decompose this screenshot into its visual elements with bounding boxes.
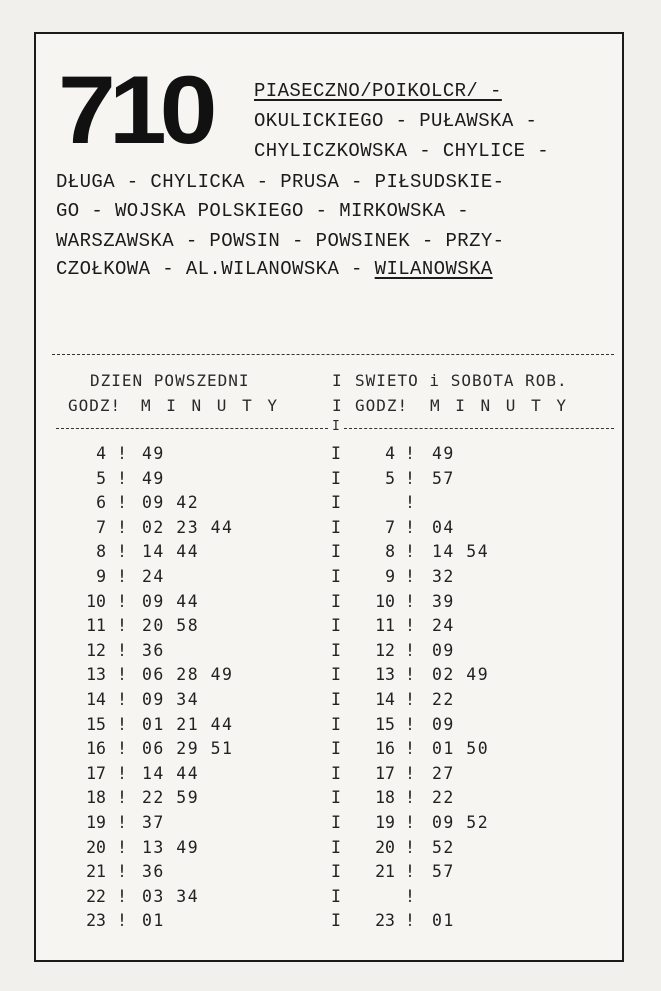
holiday-hour: 21 [375, 862, 395, 881]
weekday-hour: 11 [86, 616, 106, 635]
weekday-separator: ! [117, 788, 127, 807]
holiday-minutes: 22 [432, 788, 455, 807]
route-line-7: CZOŁKOWA - AL.WILANOWSKA - WILANOWSKA [56, 258, 493, 280]
column-divider: I [331, 739, 341, 758]
holiday-minutes-label: M I N U T Y [430, 396, 569, 415]
weekday-hour: 23 [86, 911, 106, 930]
holiday-hour: 13 [375, 665, 395, 684]
holiday-minutes: 24 [432, 616, 455, 635]
holiday-separator: ! [405, 665, 415, 684]
weekday-hour: 10 [86, 592, 106, 611]
route-line-4: DŁUGA - CHYLICKA - PRUSA - PIŁSUDSKIE- [56, 171, 505, 193]
holiday-separator: ! [405, 592, 415, 611]
holiday-separator: ! [405, 567, 415, 586]
weekday-separator: ! [117, 641, 127, 660]
column-divider: I [331, 616, 341, 635]
holiday-separator: ! [405, 788, 415, 807]
holiday-separator: ! [405, 715, 415, 734]
header-divider-1: I [332, 371, 343, 390]
weekday-separator: ! [117, 518, 127, 537]
weekday-minutes: 09 42 [142, 493, 200, 512]
route-line-6: WARSZAWSKA - POWSIN - POWSINEK - PRZY- [56, 230, 505, 252]
holiday-separator: ! [405, 813, 415, 832]
weekday-separator: ! [117, 665, 127, 684]
weekday-minutes: 36 [142, 862, 165, 881]
holiday-minutes: 57 [432, 469, 455, 488]
holiday-separator: ! [405, 887, 415, 906]
weekday-minutes: 14 44 [142, 764, 200, 783]
weekday-minutes: 13 49 [142, 838, 200, 857]
column-divider: I [331, 542, 341, 561]
holiday-separator: ! [405, 493, 415, 512]
weekday-hour-label: GODZ! [68, 396, 122, 415]
weekday-minutes: 36 [142, 641, 165, 660]
holiday-minutes: 01 50 [432, 739, 490, 758]
column-divider: I [331, 838, 341, 857]
weekday-hour: 5 [96, 469, 106, 488]
route-line-3: CHYLICZKOWSKA - CHYLICE - [254, 140, 550, 162]
holiday-separator: ! [405, 911, 415, 930]
weekday-hour: 14 [86, 690, 106, 709]
weekday-minutes: 22 59 [142, 788, 200, 807]
header-divider-2: I [332, 396, 343, 415]
weekday-minutes: 20 58 [142, 616, 200, 635]
holiday-minutes: 27 [432, 764, 455, 783]
weekday-minutes-label: M I N U T Y [141, 396, 280, 415]
holiday-separator: ! [405, 641, 415, 660]
weekday-minutes: 24 [142, 567, 165, 586]
weekday-hour: 18 [86, 788, 106, 807]
column-divider: I [331, 764, 341, 783]
weekday-separator: ! [117, 887, 127, 906]
holiday-minutes: 52 [432, 838, 455, 857]
holiday-separator: ! [405, 739, 415, 758]
weekday-hour: 19 [86, 813, 106, 832]
holiday-minutes: 09 [432, 641, 455, 660]
column-divider: I [331, 911, 341, 930]
holiday-hour: 19 [375, 813, 395, 832]
weekday-separator: ! [117, 911, 127, 930]
weekday-hour: 16 [86, 739, 106, 758]
column-divider: I [331, 813, 341, 832]
holiday-minutes: 22 [432, 690, 455, 709]
holiday-hour: 5 [385, 469, 395, 488]
route-destination: WILANOWSKA [374, 258, 493, 280]
weekday-hour: 21 [86, 862, 106, 881]
holiday-minutes: 09 52 [432, 813, 490, 832]
weekday-hour: 13 [86, 665, 106, 684]
holiday-separator: ! [405, 518, 415, 537]
table-rule-left [56, 428, 328, 429]
weekday-minutes: 49 [142, 444, 165, 463]
holiday-hour: 10 [375, 592, 395, 611]
holiday-separator: ! [405, 444, 415, 463]
column-divider: I [331, 444, 341, 463]
holiday-hour: 9 [385, 567, 395, 586]
weekday-minutes: 02 23 44 [142, 518, 234, 537]
column-divider: I [331, 592, 341, 611]
route-line-2: OKULICKIEGO - PUŁAWSKA - [254, 110, 538, 132]
weekday-minutes: 06 29 51 [142, 739, 234, 758]
holiday-title: SWIETO i SOBOTA ROB. [355, 371, 568, 390]
holiday-hour: 18 [375, 788, 395, 807]
holiday-hour: 23 [375, 911, 395, 930]
holiday-hour: 7 [385, 518, 395, 537]
weekday-separator: ! [117, 838, 127, 857]
weekday-separator: ! [117, 567, 127, 586]
weekday-hour: 20 [86, 838, 106, 857]
weekday-separator: ! [117, 592, 127, 611]
holiday-separator: ! [405, 542, 415, 561]
holiday-minutes: 57 [432, 862, 455, 881]
weekday-separator: ! [117, 542, 127, 561]
weekday-minutes: 09 34 [142, 690, 200, 709]
holiday-hour-label: GODZ! [355, 396, 409, 415]
holiday-hour: 15 [375, 715, 395, 734]
weekday-minutes: 49 [142, 469, 165, 488]
column-divider: I [331, 690, 341, 709]
holiday-minutes: 01 [432, 911, 455, 930]
holiday-separator: ! [405, 862, 415, 881]
holiday-separator: ! [405, 764, 415, 783]
weekday-minutes: 01 21 44 [142, 715, 234, 734]
weekday-separator: ! [117, 690, 127, 709]
weekday-separator: ! [117, 739, 127, 758]
weekday-separator: ! [117, 469, 127, 488]
holiday-minutes: 02 49 [432, 665, 490, 684]
column-divider: I [331, 518, 341, 537]
holiday-minutes: 32 [432, 567, 455, 586]
column-divider: I [331, 641, 341, 660]
holiday-hour: 14 [375, 690, 395, 709]
header-rule [52, 354, 614, 355]
weekday-minutes: 09 44 [142, 592, 200, 611]
holiday-hour: 12 [375, 641, 395, 660]
weekday-minutes: 14 44 [142, 542, 200, 561]
holiday-minutes: 09 [432, 715, 455, 734]
holiday-hour: 4 [385, 444, 395, 463]
weekday-hour: 12 [86, 641, 106, 660]
table-rule-right [344, 428, 614, 429]
weekday-title: DZIEN POWSZEDNI [90, 371, 250, 390]
weekday-separator: ! [117, 493, 127, 512]
weekday-hour: 15 [86, 715, 106, 734]
weekday-hour: 17 [86, 764, 106, 783]
route-line-1: PIASECZNO/POIKOLCR/ - [254, 80, 502, 102]
weekday-minutes: 03 34 [142, 887, 200, 906]
holiday-separator: ! [405, 838, 415, 857]
weekday-minutes: 06 28 49 [142, 665, 234, 684]
weekday-hour: 7 [96, 518, 106, 537]
column-divider: I [331, 665, 341, 684]
holiday-hour: 11 [375, 616, 395, 635]
holiday-separator: ! [405, 690, 415, 709]
weekday-separator: ! [117, 862, 127, 881]
holiday-hour: 16 [375, 739, 395, 758]
weekday-hour: 22 [86, 887, 106, 906]
weekday-separator: ! [117, 444, 127, 463]
holiday-minutes: 04 [432, 518, 455, 537]
weekday-separator: ! [117, 715, 127, 734]
weekday-separator: ! [117, 764, 127, 783]
weekday-separator: ! [117, 616, 127, 635]
holiday-hour: 20 [375, 838, 395, 857]
column-divider: I [331, 493, 341, 512]
weekday-minutes: 01 [142, 911, 165, 930]
table-rule-cross: I [332, 419, 341, 434]
weekday-hour: 4 [96, 444, 106, 463]
holiday-minutes: 39 [432, 592, 455, 611]
route-number: 710 [58, 56, 211, 165]
weekday-hour: 6 [96, 493, 106, 512]
holiday-separator: ! [405, 616, 415, 635]
route-line-5: GO - WOJSKA POLSKIEGO - MIRKOWSKA - [56, 200, 470, 222]
column-divider: I [331, 887, 341, 906]
weekday-separator: ! [117, 813, 127, 832]
holiday-minutes: 14 54 [432, 542, 490, 561]
weekday-hour: 8 [96, 542, 106, 561]
holiday-minutes: 49 [432, 444, 455, 463]
column-divider: I [331, 788, 341, 807]
weekday-hour: 9 [96, 567, 106, 586]
holiday-hour: 17 [375, 764, 395, 783]
holiday-separator: ! [405, 469, 415, 488]
column-divider: I [331, 567, 341, 586]
column-divider: I [331, 862, 341, 881]
weekday-minutes: 37 [142, 813, 165, 832]
column-divider: I [331, 715, 341, 734]
column-divider: I [331, 469, 341, 488]
holiday-hour: 8 [385, 542, 395, 561]
